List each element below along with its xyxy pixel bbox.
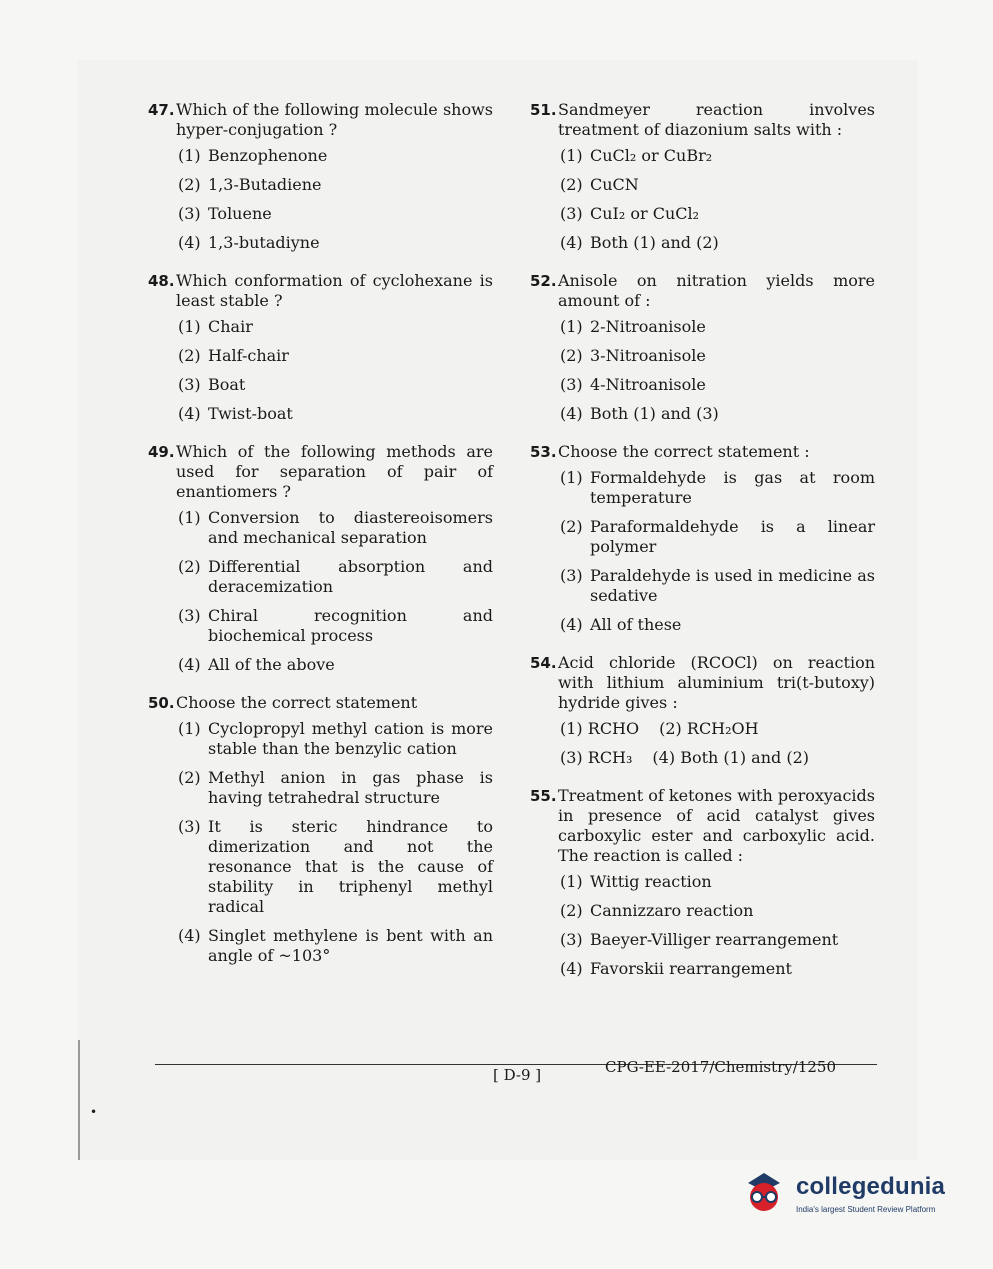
question-text: Acid chloride (RCOCl) on reaction with lithium aluminium tri(t-butoxy) hydride gives : [558, 653, 875, 712]
option-text: RCHO [587, 719, 640, 738]
option-number: (3) [560, 375, 583, 394]
question-number: 53. [530, 443, 557, 461]
option-text: 1,3-butadiyne [208, 233, 320, 252]
option-text: Chiral recognition and biochemical process [208, 606, 493, 645]
question-50 [148, 693, 493, 966]
question-text: Choose the correct statement : [558, 442, 810, 461]
option [560, 204, 875, 224]
option [178, 817, 493, 917]
option-row [560, 748, 875, 768]
option-number: (1) [560, 872, 583, 891]
option [560, 719, 639, 739]
option-text: All of the above [208, 655, 335, 674]
option-number: (2) [178, 768, 201, 787]
option-number: (3) [178, 817, 201, 836]
option-number: (4) [178, 233, 201, 252]
question-number: 51. [530, 101, 557, 119]
option [560, 146, 875, 166]
option-text: Benzophenone [208, 146, 328, 165]
option-text: Boat [208, 375, 246, 394]
option-number: (2) [560, 901, 583, 920]
option-text: CuCl₂ or CuBr₂ [590, 146, 713, 165]
option-text: Chair [208, 317, 253, 336]
option [178, 926, 493, 966]
option-text: Favorskii rearrangement [590, 959, 792, 978]
question-text: Which conformation of cyclohexane is least stable ? [176, 271, 493, 310]
option [560, 615, 875, 635]
option-number: (4) [178, 926, 201, 945]
question-text: Treatment of ketones with peroxyacids in presence of acid catalyst gives carboxylic ester and carboxylic acid. The reaction is called : [558, 786, 875, 865]
option [178, 233, 493, 253]
option [178, 146, 493, 166]
option-number: (2) [178, 175, 201, 194]
option-text: Both (1) and (3) [590, 404, 719, 423]
option [560, 959, 875, 979]
option [560, 748, 632, 768]
option [652, 748, 809, 768]
question-52 [530, 271, 875, 424]
option [560, 346, 875, 366]
option-number: (1) [560, 317, 583, 336]
question-number: 52. [530, 272, 557, 290]
option-text: Cannizzaro reaction [590, 901, 754, 920]
question-text: Which of the following methods are used for separation of pair of enantiomers ? [176, 442, 493, 501]
option-number: (3) [178, 606, 201, 625]
question-number: 50. [148, 694, 175, 712]
option-text: 3-Nitroanisole [590, 346, 706, 365]
option-number: (2) [560, 175, 583, 194]
option-text: Cyclopropyl methyl cation is more stable than the benzylic cation [208, 719, 493, 758]
option [560, 404, 875, 424]
option-text: Formaldehyde is gas at room temperature [590, 468, 875, 507]
scan-mark: • [90, 1105, 98, 1119]
option [178, 557, 493, 597]
option [560, 233, 875, 253]
option-text: CuCN [590, 175, 639, 194]
option-text: Baeyer-Villiger rearrangement [590, 930, 839, 949]
option-number: (1) [560, 468, 583, 487]
question-number: 54. [530, 654, 557, 672]
option [560, 901, 875, 921]
option [178, 404, 493, 424]
option-number: (1) [560, 719, 583, 738]
question-number: 48. [148, 272, 175, 290]
right-column [530, 100, 875, 997]
question-48 [148, 271, 493, 424]
option [560, 317, 875, 337]
paper-code: CPG-EE-2017/Chemistry/1250 [605, 1058, 837, 1076]
option [560, 566, 875, 606]
question-text: Which of the following molecule shows hyper-conjugation ? [176, 100, 493, 139]
option-text: Conversion to diastereoisomers and mechanical separation [208, 508, 493, 547]
option-number: (2) [178, 346, 201, 365]
option-number: (3) [560, 930, 583, 949]
option-number: (3) [178, 204, 201, 223]
option-text: Half-chair [208, 346, 289, 365]
option [560, 872, 875, 892]
option-number: (4) [652, 748, 676, 767]
brand-tagline: India's largest Student Review Platform [796, 1205, 936, 1214]
question-47 [148, 100, 493, 253]
option-text: Paraldehyde is used in medicine as sedative [590, 566, 875, 605]
question-54 [530, 653, 875, 768]
option-number: (4) [560, 615, 583, 634]
option-number: (4) [178, 655, 201, 674]
option [178, 175, 493, 195]
page-number: [ D-9 ] [493, 1066, 542, 1084]
option-number: (4) [560, 233, 583, 252]
option-text: Both (1) and (2) [680, 748, 809, 767]
option [178, 508, 493, 548]
option-number: (2) [178, 557, 201, 576]
option-text: 1,3-Butadiene [208, 175, 322, 194]
option [178, 768, 493, 808]
question-number: 47. [148, 101, 175, 119]
question-text: Anisole on nitration yields more amount of : [558, 271, 875, 310]
option-number: (4) [178, 404, 201, 423]
option [178, 317, 493, 337]
page-edge-shadow [78, 1040, 80, 1160]
option-number: (2) [659, 719, 682, 738]
option-text: It is steric hindrance to dimerization and not the resonance that is the cause of stability in triphenyl methyl radical [208, 817, 493, 916]
option [178, 375, 493, 395]
question-number: 55. [530, 787, 557, 805]
option-text: Paraformaldehyde is a linear polymer [590, 517, 875, 556]
option-text: Both (1) and (2) [590, 233, 719, 252]
option-row [560, 719, 875, 739]
graduate-mascot-icon [738, 1165, 790, 1217]
option-number: (1) [560, 146, 583, 165]
option [560, 517, 875, 557]
option-text: Toluene [208, 204, 272, 223]
option [178, 204, 493, 224]
option [178, 719, 493, 759]
option [659, 719, 759, 739]
question-49 [148, 442, 493, 675]
option-text: RCH₂OH [686, 719, 759, 738]
option-text: Twist-boat [208, 404, 293, 423]
option-number: (1) [178, 146, 201, 165]
option [560, 375, 875, 395]
option-number: (3) [560, 204, 583, 223]
option [178, 606, 493, 646]
option-text: Differential absorption and deracemization [208, 557, 493, 596]
option-number: (1) [178, 719, 201, 738]
option [178, 346, 493, 366]
option-number: (4) [560, 404, 583, 423]
collegedunia-logo [738, 1165, 968, 1225]
option-text: All of these [590, 615, 682, 634]
option-text: CuI₂ or CuCl₂ [590, 204, 700, 223]
option-text: Methyl anion in gas phase is having tetrahedral structure [208, 768, 493, 807]
question-51 [530, 100, 875, 253]
option [560, 468, 875, 508]
question-text: Choose the correct statement [176, 693, 418, 712]
option-number: (1) [178, 508, 201, 527]
option-text: Singlet methylene is bent with an angle of ~103° [208, 926, 493, 965]
option-text: 2-Nitroanisole [590, 317, 706, 336]
brand-name: collegedunia [796, 1173, 946, 1200]
question-text: Sandmeyer reaction involves treatment of diazonium salts with : [558, 100, 875, 139]
option-number: (2) [560, 346, 583, 365]
option-number: (1) [178, 317, 201, 336]
question-number: 49. [148, 443, 175, 461]
option-number: (2) [560, 517, 583, 536]
option-number: (3) [560, 566, 583, 585]
option-text: Wittig reaction [590, 872, 712, 891]
question-55 [530, 786, 875, 979]
option [560, 930, 875, 950]
question-53 [530, 442, 875, 635]
option-text: 4-Nitroanisole [590, 375, 706, 394]
option-number: (4) [560, 959, 583, 978]
option [560, 175, 875, 195]
option-number: (3) [178, 375, 201, 394]
option-text: RCH₃ [587, 748, 633, 767]
option-number: (3) [560, 748, 583, 767]
left-column [148, 100, 493, 984]
option [178, 655, 493, 675]
